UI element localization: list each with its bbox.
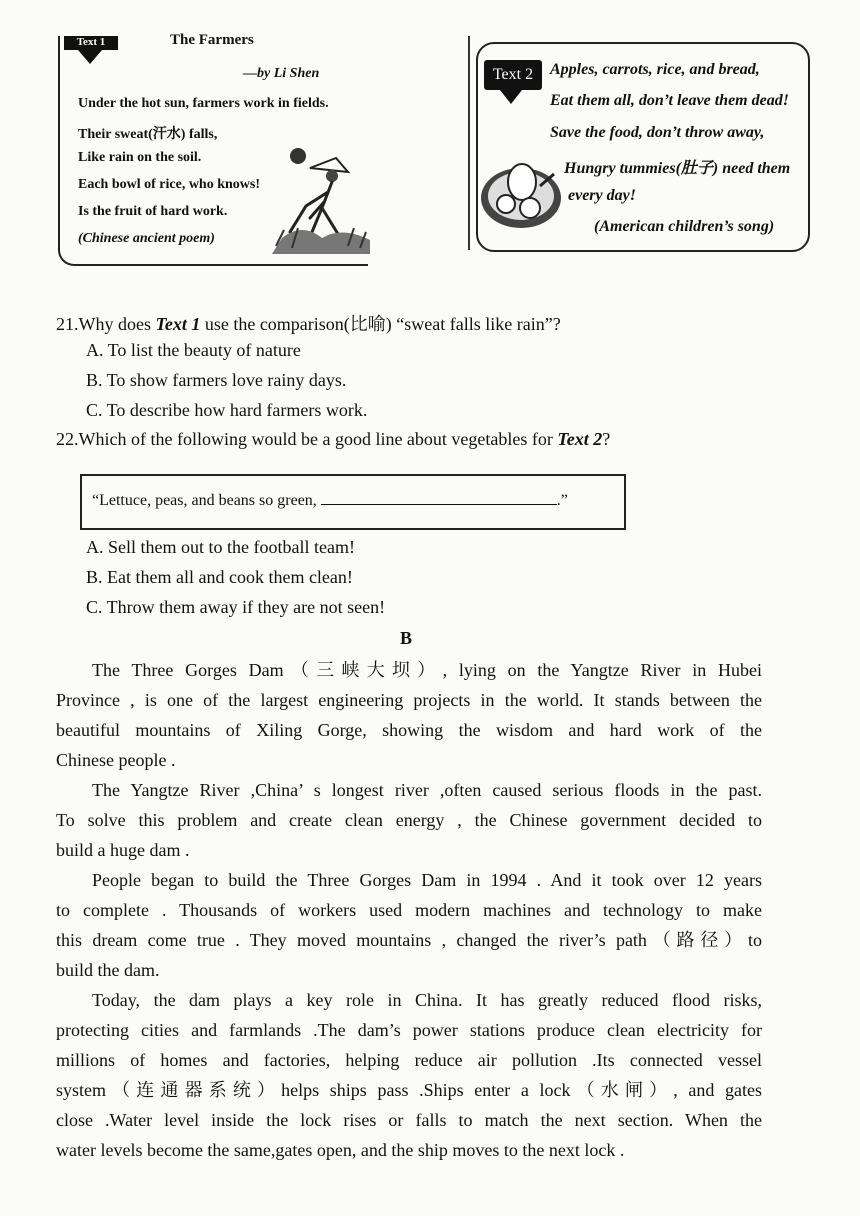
question-21 [56,310,561,336]
question-21-option-a[interactable]: A. To list the beauty of nature [86,340,301,360]
text1-line: Their sweat(汗水) falls, [78,127,218,142]
text1-line: Like rain on the soil. [78,150,202,165]
passage-line: build the dam. [56,960,160,980]
passage-line: close .Water level inside the lock rises or falls to match the next section. When the [56,1110,762,1130]
passage-line: this dream come true . They moved mountains , changed the river’s path（路径）to [56,930,762,950]
text2-line: Apples, carrots, rice, and bread, [550,61,760,78]
passage-paragraph-2 [56,775,762,865]
text1-author: —by Li Shen [243,66,320,81]
passage-line: build a huge dam . [56,840,190,860]
passage-line: water levels become the same,gates open, and the ship moves to the next lock . [56,1140,625,1160]
passage-line: People began to build the Three Gorges Dam in 1994 . And it took over 12 years [92,870,762,890]
text2-line: Hungry tummies(肚子) need them [564,160,791,177]
text2-tag-arrow [500,90,522,104]
question-21-stem-a: Why does [78,314,156,334]
question-22-stem-a: Which of the following would be a good line about vegetables for [78,429,558,449]
passage-line: system（连通器系统）helps ships pass .Ships enter a lock（水闸）, and gates [56,1080,762,1100]
passage-line: millions of homes and factories, helping reduce air pollution .Its connected vessel [56,1050,762,1070]
fill-in-line [92,488,568,510]
passage-paragraph-4 [56,985,762,1165]
section-b-heading: B [400,628,413,648]
question-21-option-c[interactable]: C. To describe how hard farmers work. [86,400,368,420]
passage-line: To solve this problem and create clean energy , the Chinese government decided to [56,810,762,830]
farmer-illustration [252,142,378,260]
column-divider [468,36,470,250]
text1-title: The Farmers [170,32,254,48]
text1-tag: Text 1 [64,36,118,50]
food-bowl-illustration [478,152,564,232]
fill-in-suffix: .” [556,492,568,509]
passage-paragraph-1 [56,655,762,775]
question-22-option-c[interactable]: C. Throw them away if they are not seen! [86,597,386,617]
question-21-text-ref: Text 1 [155,314,201,334]
question-22-stem-b: ? [602,429,611,449]
passage-line: Chinese people . [56,750,176,770]
text1-tag-arrow [78,50,102,64]
passage-line: protecting cities and farmlands .The dam’s power stations produce clean electricity for [56,1020,762,1040]
passage-paragraph-3 [56,865,762,985]
question-22 [56,429,610,450]
question-21-stem-b: use the comparison(比喻) “sweat falls like rain”? [200,314,561,334]
text1-line: Each bowl of rice, who knows! [78,177,261,192]
passage-line: beautiful mountains of Xiling Gorge, showing the wisdom and hard work of the [56,720,762,740]
fill-in-prefix: “Lettuce, peas, and beans so green, [92,492,321,509]
text2-tag: Text 2 [484,60,542,90]
question-22-option-b[interactable]: B. Eat them all and cook them clean! [86,567,353,587]
answer-blank[interactable] [321,488,557,505]
question-22-number: 22. [56,429,79,449]
text1-line: Under the hot sun, farmers work in fields. [78,96,329,111]
question-21-number: 21. [56,314,79,334]
passage-line: to complete . Thousands of workers used modern machines and technology to make [56,900,762,920]
text2-line: Save the food, don’t throw away, [550,124,765,141]
text1-source: (Chinese ancient poem) [78,231,215,246]
question-22-text-ref: Text 2 [557,429,603,449]
text2-source: (American children’s song) [594,218,775,235]
passage-line: The Three Gorges Dam（三峡大坝）, lying on the Yangtze River in Hubei [92,660,762,680]
question-21-option-b[interactable]: B. To show farmers love rainy days. [86,370,347,390]
passage-line: Province , is one of the largest engineering projects in the world. It stands between the [56,690,762,710]
text2-line: every day! [568,187,636,204]
passage-line: Today, the dam plays a key role in China. It has greatly reduced flood risks, [92,990,762,1010]
question-22-option-a[interactable]: A. Sell them out to the football team! [86,537,355,557]
text2-line: Eat them all, don’t leave them dead! [550,92,789,109]
passage-line: The Yangtze River ,China’ s longest river ,often caused serious floods in the past. [92,780,762,800]
text1-line: Is the fruit of hard work. [78,204,228,219]
